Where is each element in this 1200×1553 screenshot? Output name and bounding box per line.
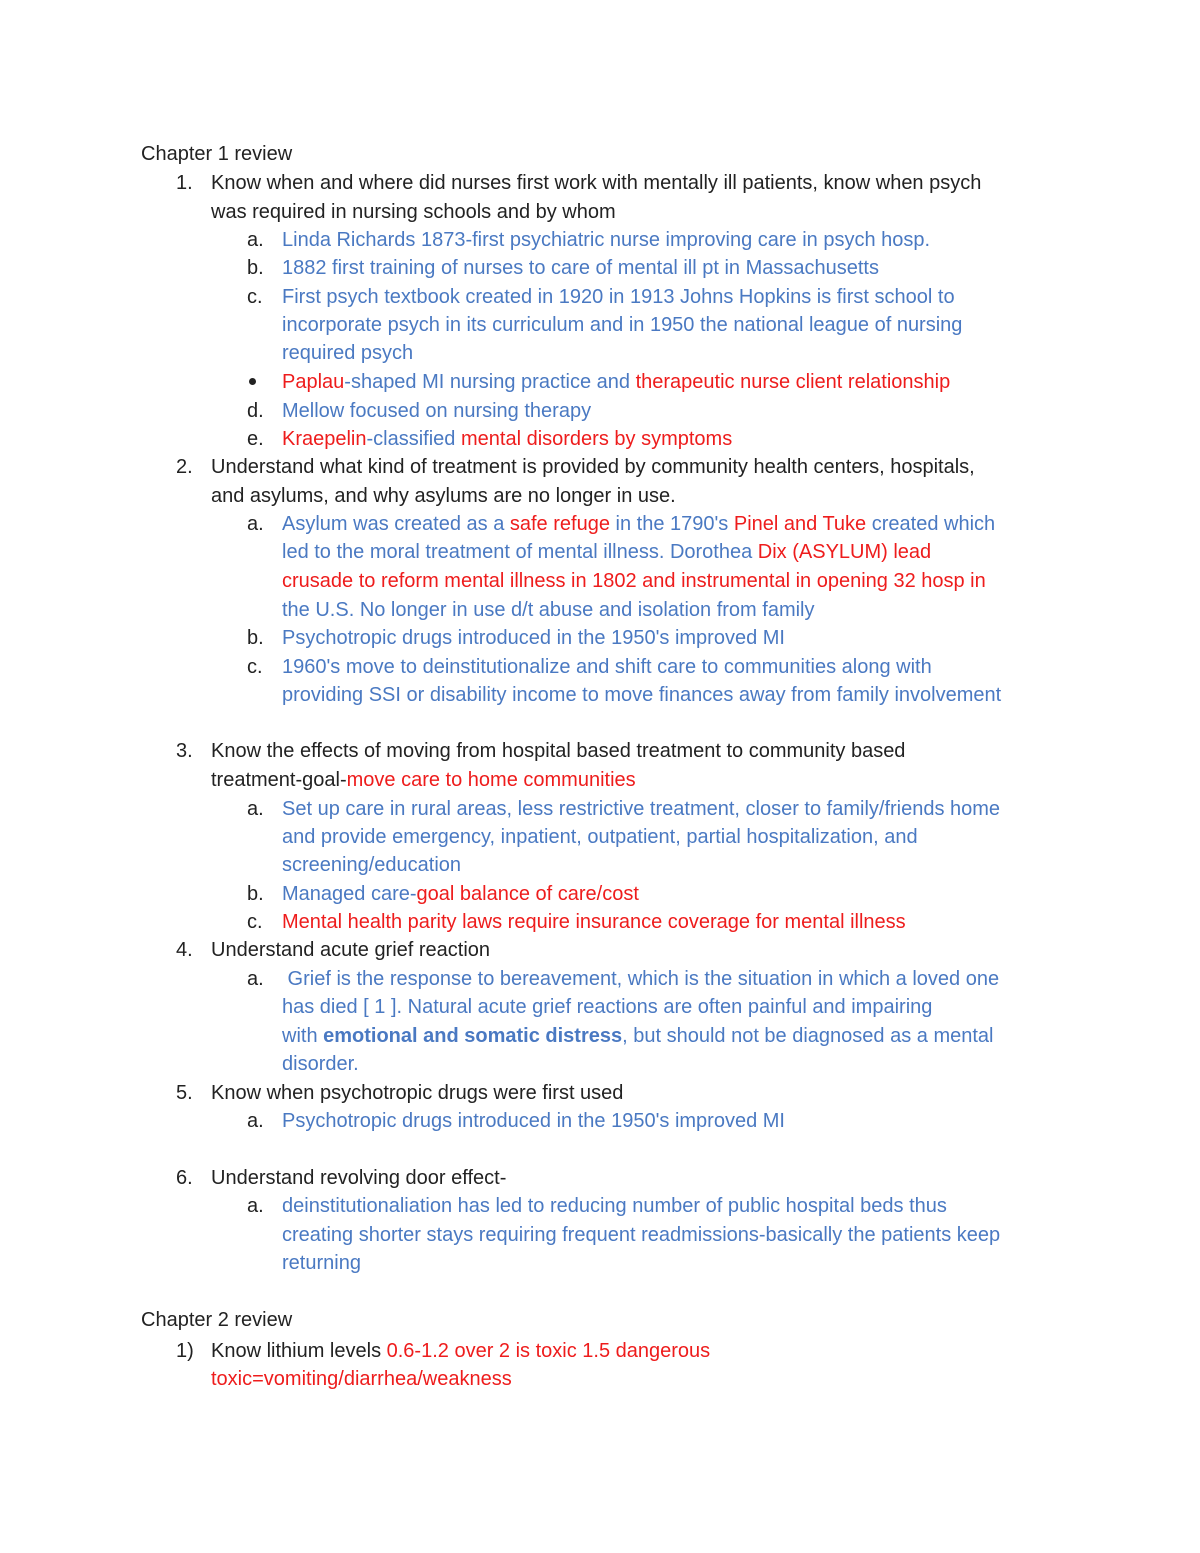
q5-text: Know when psychotropic drugs were first used (211, 1082, 624, 1104)
q2-a-answer-line-1 (282, 512, 995, 536)
q2-a-answer-line-4: the U.S. No longer in use d/t abuse and isolation from family (282, 599, 815, 621)
q1-c-answer-line-2: incorporate psych in its curriculum and in 1950 the national league of nursing (282, 314, 963, 336)
q3-b-marker: b. (247, 883, 264, 905)
q2-a-marker: a. (247, 513, 264, 535)
q3-b-answer (282, 882, 639, 906)
q6-a-answer-line-3: returning (282, 1252, 361, 1274)
question-text: treatment-goal- (211, 769, 347, 791)
q1-a-marker: a. (247, 229, 264, 251)
highlight-text: Kraepelin (282, 428, 367, 450)
q4-a-answer-line-1: Grief is the response to bereavement, which is the situation in which a loved one (282, 968, 1000, 990)
chapter-1-heading: Chapter 1 review (141, 143, 293, 165)
q6-a-answer-line-2: creating shorter stays requiring frequent readmissions-basically the patients keep (282, 1224, 1001, 1246)
q3-a-answer-line-3: screening/education (282, 854, 462, 876)
q3-a-answer-line-1: Set up care in rural areas, less restrictive treatment, closer to family/friends home (282, 798, 1001, 820)
q5-a-answer: Psychotropic drugs introduced in the 1950's improved MI (282, 1110, 785, 1132)
q1-b-marker: b. (247, 257, 264, 279)
highlight-text: mental disorders by symptoms (461, 428, 733, 450)
ch2-q1-text-line-2: toxic=vomiting/diarrhea/weakness (211, 1368, 512, 1390)
q2-text-line-1: Understand what kind of treatment is provided by community health centers, hospitals, (211, 456, 975, 478)
q1-text-line-1: Know when and where did nurses first work with mentally ill patients, know when psych (211, 172, 982, 194)
answer-text: created which (866, 513, 996, 535)
answer-text: Asylum was created as a (282, 513, 510, 535)
q1-e-answer (282, 427, 732, 451)
highlight-text: 0.6-1.2 over 2 is toxic 1.5 dangerous (386, 1340, 711, 1362)
q2-a-answer-line-2 (282, 540, 931, 564)
answer-text: -shaped MI nursing practice and (344, 371, 636, 393)
q1-a-answer: Linda Richards 1873-first psychiatric nurse improving care in psych hosp. (282, 229, 931, 251)
chapter-2-heading: Chapter 2 review (141, 1309, 293, 1331)
ch2-q1-text-line-1 (211, 1339, 710, 1363)
q1-e-marker: e. (247, 428, 264, 450)
q1-d-marker: d. (247, 400, 264, 422)
q6-marker: 6. (176, 1167, 193, 1189)
q2-b-marker: b. (247, 627, 264, 649)
q4-a-answer-line-4: disorder. (282, 1053, 359, 1075)
bold-answer-text: emotional and somatic distress (323, 1025, 623, 1047)
q2-c-answer-line-2: providing SSI or disability income to move finances away from family involvement (282, 684, 1002, 706)
q5-a-marker: a. (247, 1110, 264, 1132)
q3-text-line-1: Know the effects of moving from hospital based treatment to community based (211, 740, 906, 762)
q1-text-line-2: was required in nursing schools and by whom (211, 201, 616, 223)
highlight-text: safe refuge (509, 513, 610, 535)
highlight-text: therapeutic nurse client relationship (635, 371, 951, 393)
highlight-text: goal balance of care/cost (416, 883, 639, 905)
q4-a-answer-line-3 (282, 1024, 994, 1048)
q6-a-marker: a. (247, 1195, 264, 1217)
q4-a-marker: a. (247, 968, 264, 990)
answer-text: -classified (366, 428, 461, 450)
q2-c-marker: c. (247, 656, 263, 678)
q3-marker: 3. (176, 740, 193, 762)
q4-text: Understand acute grief reaction (211, 939, 491, 961)
highlight-text: Pinel and Tuke (733, 513, 867, 535)
question-text: Know lithium levels (211, 1340, 387, 1362)
q6-a-answer-line-1: deinstitutionaliation has led to reducing number of public hospital beds thus (282, 1195, 947, 1217)
q3-text-line-2 (211, 768, 636, 792)
answer-text: with (282, 1025, 324, 1047)
q1-c-answer-line-1: First psych textbook created in 1920 in 1913 Johns Hopkins is first school to (282, 286, 955, 308)
highlight-text: Dix (ASYLUM) lead (757, 541, 932, 563)
q3-a-marker: a. (247, 798, 264, 820)
q1-marker: 1. (176, 172, 193, 194)
answer-text: , but should not be diagnosed as a mental (622, 1025, 994, 1047)
answer-text: Managed care- (282, 883, 417, 905)
q6-text: Understand revolving door effect- (211, 1167, 507, 1189)
q1-c-answer-line-3: required psych (282, 342, 414, 364)
highlight-text: Paplau (282, 371, 345, 393)
q1-b-answer: 1882 first training of nurses to care of mental ill pt in Massachusetts (282, 257, 879, 279)
answer-text: in the 1790's (609, 513, 734, 535)
q3-c-marker: c. (247, 911, 263, 933)
q3-c-answer: Mental health parity laws require insurance coverage for mental illness (282, 911, 906, 933)
q4-a-answer-line-2: has died [ 1 ]. Natural acute grief reactions are often painful and impairing (282, 996, 933, 1018)
q3-a-answer-line-2: and provide emergency, inpatient, outpatient, partial hospitalization, and (282, 826, 918, 848)
q5-marker: 5. (176, 1082, 193, 1104)
q1-d-answer: Mellow focused on nursing therapy (282, 400, 592, 422)
answer-text: led to the moral treatment of mental illness. Dorothea (282, 541, 758, 563)
q1-c-marker: c. (247, 286, 263, 308)
q4-marker: 4. (176, 939, 193, 961)
bullet-point-icon (249, 378, 256, 385)
q2-marker: 2. (176, 456, 193, 478)
q1-bullet-answer (282, 370, 950, 394)
q2-text-line-2: and asylums, and why asylums are no longer in use. (211, 485, 676, 507)
q2-a-answer-line-3: crusade to reform mental illness in 1802 and instrumental in opening 32 hosp in (282, 570, 986, 592)
q2-b-answer: Psychotropic drugs introduced in the 1950's improved MI (282, 627, 785, 649)
highlight-text: move care to home communities (346, 769, 636, 791)
ch2-q1-marker: 1) (176, 1340, 194, 1362)
q2-c-answer-line-1: 1960's move to deinstitutionalize and shift care to communities along with (282, 656, 932, 678)
